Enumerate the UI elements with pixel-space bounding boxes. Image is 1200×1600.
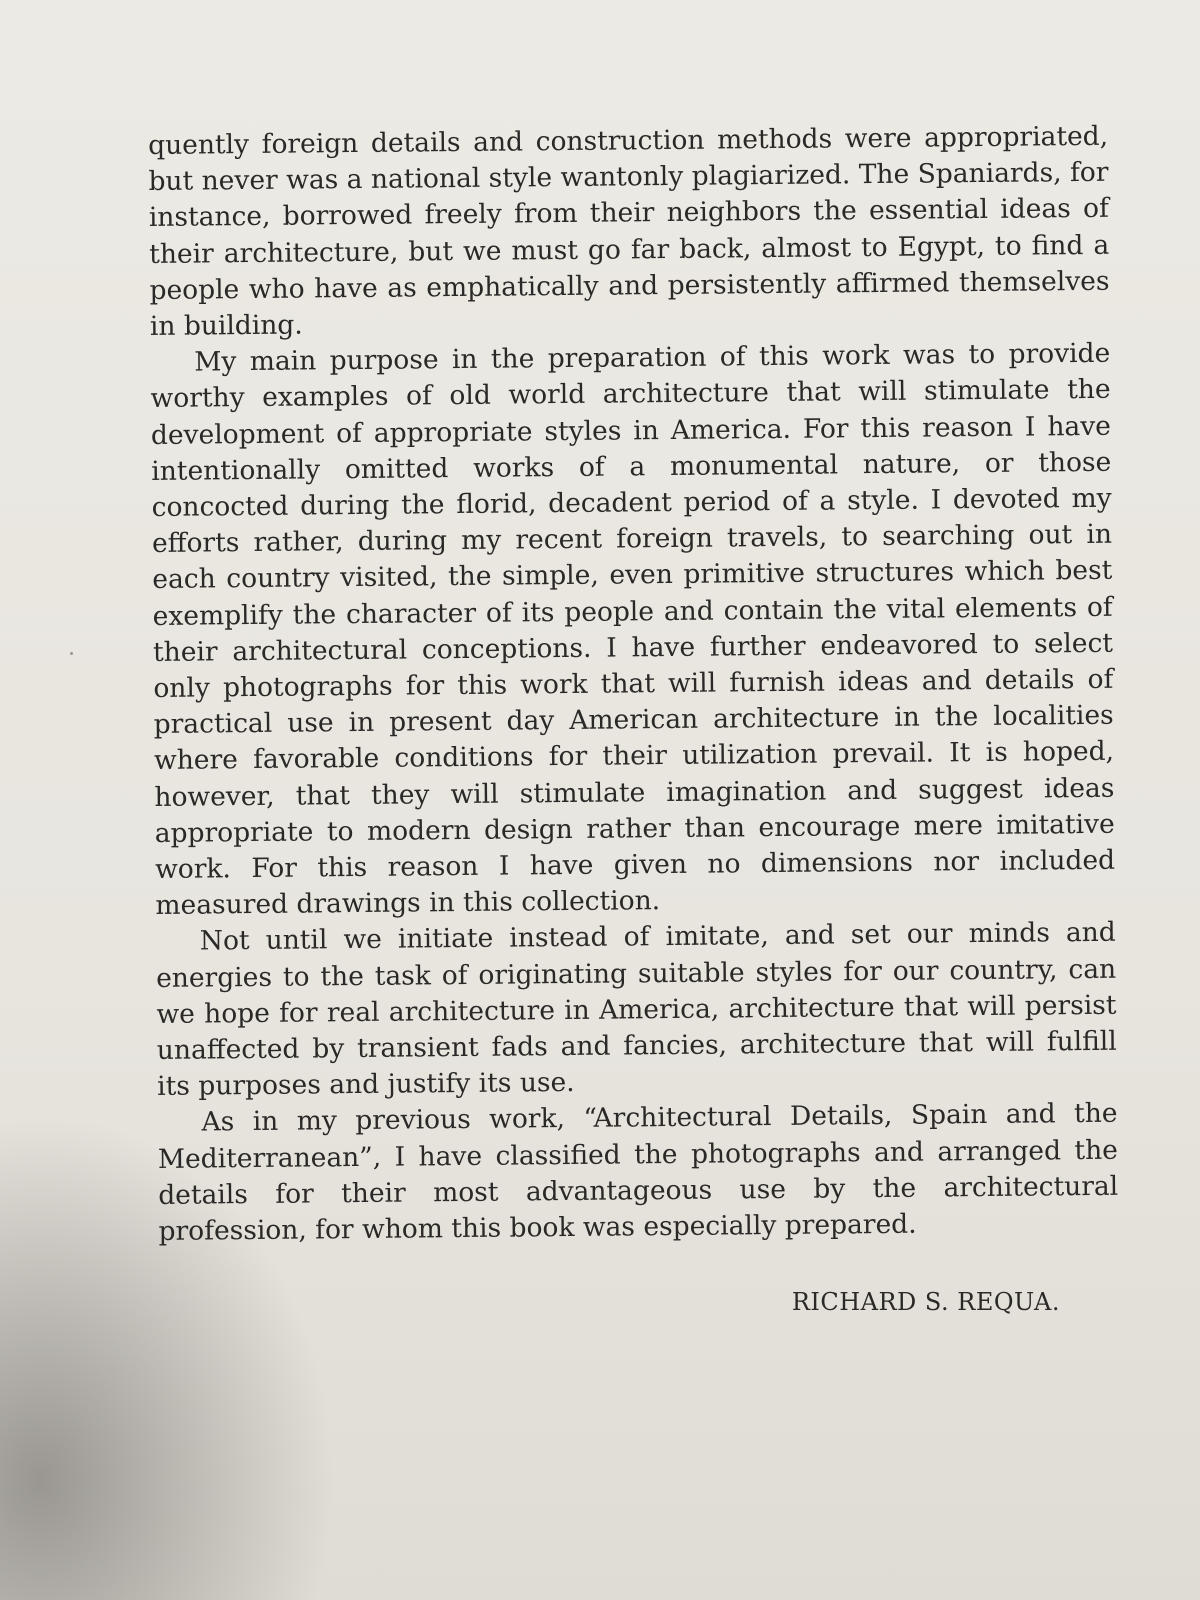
paragraph-4: As in my previous work, “Architectural Details, Spain and the Mediterranean”, I have classified the photographs and arranged the details for their most advantageous use by the architectural profession, for whom this book was especially prepared. xyxy=(157,1098,1119,1248)
paper-speck xyxy=(70,652,73,655)
author-signature: RICHARD S. REQUA. xyxy=(791,1288,1060,1316)
paragraph-1: quently foreign details and construction methods were appropriated, but never was a national style wantonly plagiarized. The Spaniards, for instance, borrowed freely from their neighbors the essential ideas of their architecture, but we must go far back, almost to Egypt, to find a people who have as emphatically and persistently affirmed themselves in building. xyxy=(148,120,1110,343)
paragraph-2: My main purpose in the preparation of this work was to provide worthy examples of old world architecture that will stimulate the development of appropriate styles in America. For this reason I have intentionally omitted works of a monumental nature, or those concocted during the florid, decadent period of a style. I devoted my efforts rather, during my recent foreign travels, to searching out in each country visited, the simple, even primitive structures which best exemplify the character of its people and contain the vital elements of their architectural conceptions. I have further endeavored to select only photographs for this work that will furnish ideas and details of practical use in present day American architecture in the localities where favorable conditions for their utilization prevail. It is hoped, however, that they will stimulate imagination and suggest ideas appropriate to modern design rather than encourage mere imitative work. For this reason I have given no dimensions nor included measured drawings in this collection. xyxy=(150,337,1116,922)
body-text xyxy=(148,119,1119,1250)
paragraph-3: Not until we initiate instead of imitate, and set our minds and energies to the task of originating suitable styles for our country, can we hope for real architecture in America, architecture that will persist unaffected by transient fads and fancies, architecture that will fulfill its purposes and justify its use. xyxy=(156,917,1117,1103)
